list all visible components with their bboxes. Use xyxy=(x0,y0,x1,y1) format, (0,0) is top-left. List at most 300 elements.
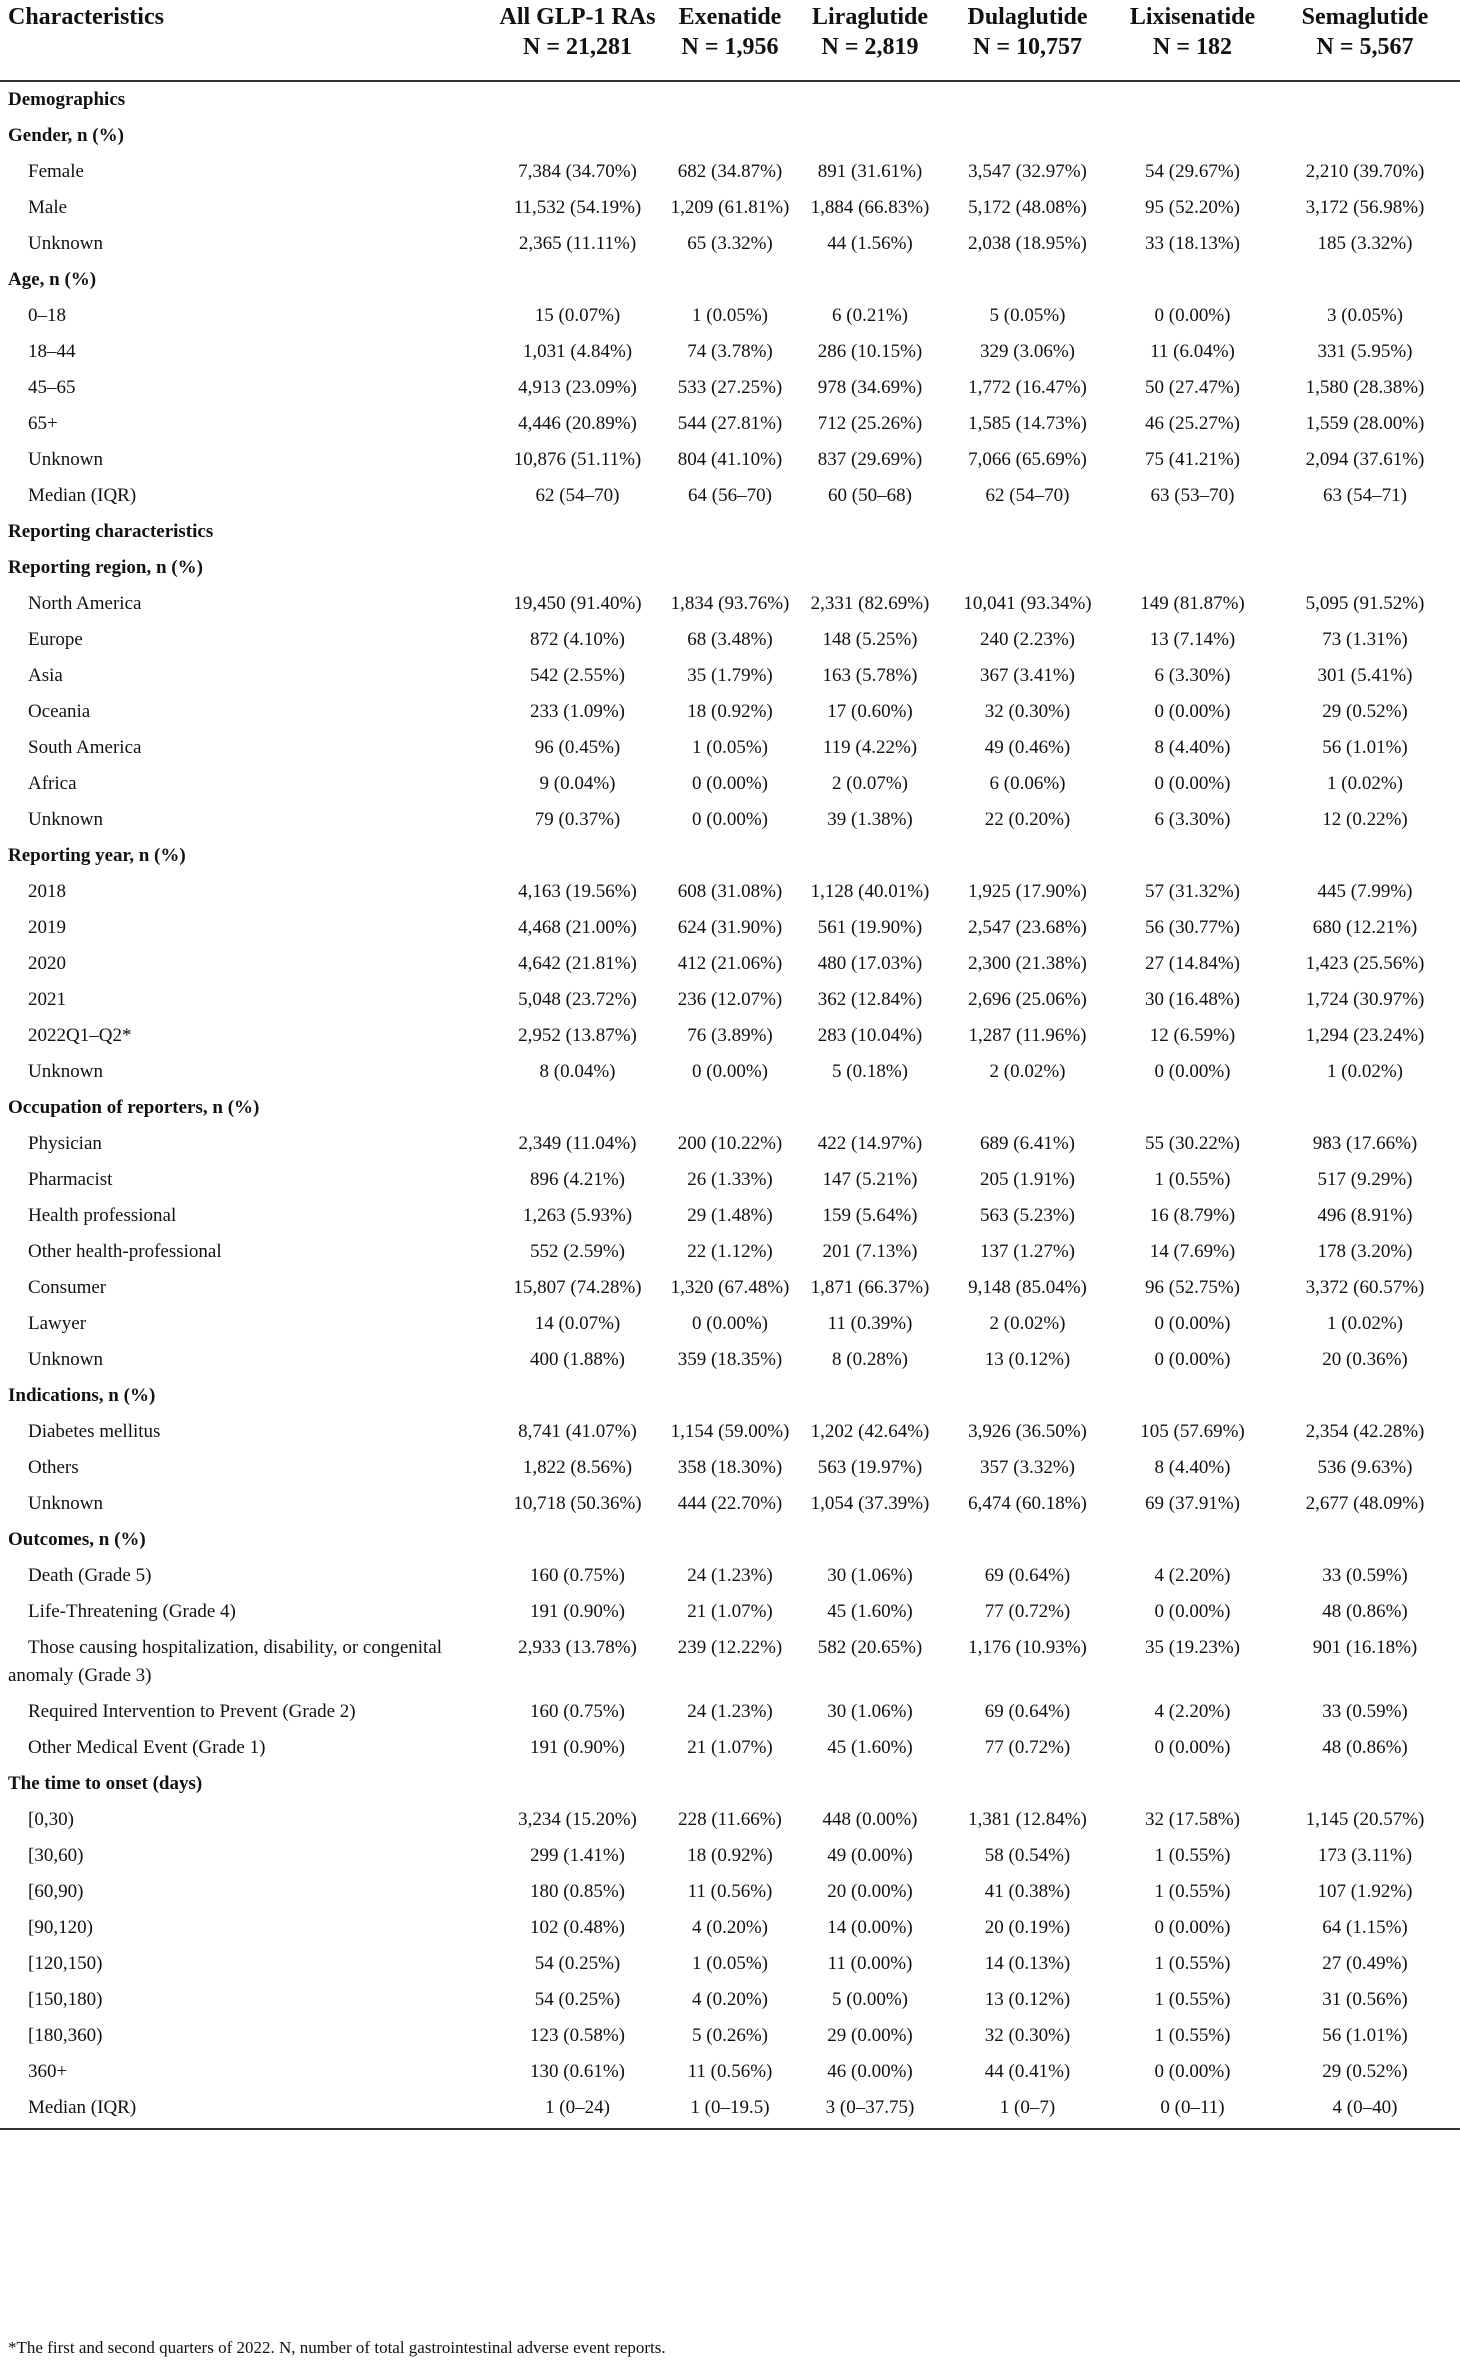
row-label: Unknown xyxy=(28,1493,103,1514)
cell-value: 77 (0.72%) xyxy=(984,1601,1071,1622)
cell-value: 1,154 (59.00%) xyxy=(670,1421,790,1442)
section-label: Reporting region, n (%) xyxy=(8,557,203,578)
cell-value: 480 (17.03%) xyxy=(817,953,923,974)
cell-value: 44 (0.41%) xyxy=(984,2061,1071,2082)
header-characteristics: Characteristics xyxy=(0,0,495,81)
cell-value: 2,331 (82.69%) xyxy=(810,593,930,614)
table-row xyxy=(0,1054,1460,1090)
cell-value: 4,913 (23.09%) xyxy=(518,377,637,398)
cell-value xyxy=(660,81,800,118)
cell-value: 46 (0.00%) xyxy=(827,2061,913,2082)
cell-value: 2,094 (37.61%) xyxy=(1305,449,1425,470)
cell-value: 18 (0.92%) xyxy=(687,701,773,722)
cell-value xyxy=(1115,81,1270,118)
cell-value: 160 (0.75%) xyxy=(530,1701,625,1722)
cell-value: 46 (25.27%) xyxy=(1145,413,1240,434)
cell-value: 2,210 (39.70%) xyxy=(1305,161,1425,182)
cell-value: 872 (4.10%) xyxy=(530,629,625,650)
table-row xyxy=(0,730,1460,766)
cell-value: 18 (0.92%) xyxy=(687,1845,773,1866)
row-label: 2018 xyxy=(28,881,66,902)
cell-value: 1,320 (67.48%) xyxy=(670,1277,790,1298)
cell-value: 1 (0.05%) xyxy=(692,1953,768,1974)
cell-value: 1 (0.55%) xyxy=(1154,1169,1231,1190)
cell-value xyxy=(1115,1766,1270,1802)
row-label: 18–44 xyxy=(28,341,76,362)
cell-value xyxy=(1115,1090,1270,1126)
table-row xyxy=(0,1630,1460,1694)
cell-value: 680 (12.21%) xyxy=(1312,917,1418,938)
cell-value: 55 (30.22%) xyxy=(1145,1133,1240,1154)
cell-value: 239 (12.22%) xyxy=(677,1637,783,1658)
cell-value: 0 (0.00%) xyxy=(692,773,768,794)
cell-value: 624 (31.90%) xyxy=(677,917,783,938)
cell-value: 5 (0.18%) xyxy=(832,1061,908,1082)
cell-value: 0 (0.00%) xyxy=(1154,1349,1231,1370)
cell-value: 14 (0.13%) xyxy=(984,1953,1071,1974)
cell-value: 1,585 (14.73%) xyxy=(968,413,1087,434)
cell-value: 11,532 (54.19%) xyxy=(513,197,642,218)
cell-value: 1,822 (8.56%) xyxy=(522,1457,633,1478)
cell-value xyxy=(800,81,940,118)
cell-value xyxy=(1270,1766,1460,1802)
row-label: Health professional xyxy=(28,1205,177,1226)
row-label: Oceania xyxy=(28,701,91,722)
cell-value: 240 (2.23%) xyxy=(980,629,1075,650)
cell-value: 412 (21.06%) xyxy=(677,953,783,974)
cell-value: 32 (0.30%) xyxy=(984,2025,1071,2046)
cell-value xyxy=(940,838,1115,874)
cell-value xyxy=(495,514,660,550)
cell-value xyxy=(940,1522,1115,1558)
cell-value: 119 (4.22%) xyxy=(822,737,918,758)
cell-value xyxy=(1270,838,1460,874)
cell-value: 58 (0.54%) xyxy=(984,1845,1071,1866)
cell-value: 74 (3.78%) xyxy=(687,341,773,362)
row-label: Asia xyxy=(28,665,63,686)
cell-value: 6 (0.21%) xyxy=(832,305,908,326)
section-row xyxy=(0,838,1460,874)
cell-value: 29 (1.48%) xyxy=(687,1205,773,1226)
cell-value: 96 (52.75%) xyxy=(1145,1277,1240,1298)
cell-value: 102 (0.48%) xyxy=(530,1917,625,1938)
cell-value: 49 (0.46%) xyxy=(984,737,1071,758)
table-row xyxy=(0,478,1460,514)
table-header-row xyxy=(0,0,1460,81)
section-row xyxy=(0,1090,1460,1126)
cell-value: 1 (0–24) xyxy=(495,2090,660,2129)
cell-value: 0 (0.00%) xyxy=(1154,1313,1231,1334)
cell-value: 22 (1.12%) xyxy=(687,1241,773,1262)
cell-value xyxy=(800,1378,940,1414)
cell-value xyxy=(800,1522,940,1558)
cell-value: 1 (0.55%) xyxy=(1154,2025,1231,2046)
table-row xyxy=(0,766,1460,802)
cell-value: 0 (0.00%) xyxy=(1154,773,1231,794)
cell-value: 15,807 (74.28%) xyxy=(513,1277,642,1298)
table-footnote: *The first and second quarters of 2022. N, number of total gastrointestinal adverse event reports. xyxy=(8,2338,666,2357)
cell-value: 48 (0.86%) xyxy=(1322,1737,1408,1758)
cell-value: 1,031 (4.84%) xyxy=(522,341,633,362)
header-exenatide: Exenatide N = 1,956 xyxy=(660,0,800,81)
cell-value: 2,952 (13.87%) xyxy=(518,1025,637,1046)
cell-value: 5 (0.05%) xyxy=(989,305,1066,326)
cell-value: 0 (0.00%) xyxy=(1154,1061,1231,1082)
cell-value: 445 (7.99%) xyxy=(1317,881,1413,902)
cell-value: 20 (0.19%) xyxy=(984,1917,1071,1938)
cell-value: 4 (0–40) xyxy=(1270,2090,1460,2129)
cell-value xyxy=(800,514,940,550)
cell-value: 11 (0.56%) xyxy=(687,2061,773,2082)
header-liraglutide: Liraglutide N = 2,819 xyxy=(800,0,940,81)
cell-value: 75 (41.21%) xyxy=(1145,449,1240,470)
cell-value: 4,642 (21.81%) xyxy=(518,953,637,974)
cell-value: 3,172 (56.98%) xyxy=(1305,197,1425,218)
row-label: Male xyxy=(28,197,68,218)
cell-value: 24 (1.23%) xyxy=(687,1565,773,1586)
cell-value: 56 (1.01%) xyxy=(1322,737,1408,758)
cell-value xyxy=(800,1766,940,1802)
cell-value xyxy=(660,1378,800,1414)
cell-value: 64 (56–70) xyxy=(688,485,772,506)
cell-value: 2,038 (18.95%) xyxy=(968,233,1087,254)
cell-value: 0 (0.00%) xyxy=(692,1061,768,1082)
cell-value: 10,876 (51.11%) xyxy=(513,449,642,470)
cell-value: 1 (0.55%) xyxy=(1154,1845,1231,1866)
section-row xyxy=(0,1766,1460,1802)
cell-value xyxy=(800,838,940,874)
cell-value xyxy=(660,118,800,154)
cell-value: 6 (0.06%) xyxy=(989,773,1066,794)
row-label: Required Intervention to Prevent (Grade 2) xyxy=(28,1701,356,1722)
cell-value: 2,933 (13.78%) xyxy=(518,1637,637,1658)
table-row xyxy=(0,1486,1460,1522)
cell-value: 533 (27.25%) xyxy=(677,377,783,398)
cell-value xyxy=(495,1378,660,1414)
cell-value: 448 (0.00%) xyxy=(822,1809,918,1830)
cell-value: 56 (1.01%) xyxy=(1322,2025,1408,2046)
section-row xyxy=(0,81,1460,118)
cell-value: 79 (0.37%) xyxy=(534,809,621,830)
cell-value: 1,128 (40.01%) xyxy=(810,881,930,902)
cell-value: 96 (0.45%) xyxy=(534,737,621,758)
cell-value: 400 (1.88%) xyxy=(530,1349,625,1370)
cell-value: 20 (0.00%) xyxy=(827,1881,913,1902)
table-row xyxy=(0,1874,1460,1910)
cell-value: 62 (54–70) xyxy=(985,485,1070,506)
cell-value: 130 (0.61%) xyxy=(530,2061,625,2082)
section-row xyxy=(0,118,1460,154)
cell-value: 11 (0.00%) xyxy=(827,1953,913,1974)
cell-value: 12 (6.59%) xyxy=(1149,1025,1236,1046)
cell-value: 301 (5.41%) xyxy=(1317,665,1413,686)
row-label: North America xyxy=(28,593,142,614)
cell-value xyxy=(660,1090,800,1126)
cell-value xyxy=(1270,1522,1460,1558)
cell-value xyxy=(495,1090,660,1126)
section-label: Gender, n (%) xyxy=(8,125,124,146)
cell-value: 8 (0.28%) xyxy=(832,1349,908,1370)
cell-value: 422 (14.97%) xyxy=(817,1133,923,1154)
cell-value: 4 (2.20%) xyxy=(1154,1565,1231,1586)
header-dulaglutide: Dulaglutide N = 10,757 xyxy=(940,0,1115,81)
cell-value: 15 (0.07%) xyxy=(534,305,621,326)
cell-value: 2 (0.02%) xyxy=(989,1061,1066,1082)
row-label: Consumer xyxy=(28,1277,107,1298)
section-row xyxy=(0,1378,1460,1414)
cell-value xyxy=(660,838,800,874)
table-row xyxy=(0,874,1460,910)
table-row xyxy=(0,298,1460,334)
section-label: Occupation of reporters, n (%) xyxy=(8,1097,260,1118)
cell-value: 1,871 (66.37%) xyxy=(810,1277,930,1298)
cell-value: 4,163 (19.56%) xyxy=(518,881,637,902)
table-row xyxy=(0,910,1460,946)
cell-value: 6 (3.30%) xyxy=(1154,809,1231,830)
cell-value: 9 (0.04%) xyxy=(539,773,616,794)
cell-value: 367 (3.41%) xyxy=(980,665,1075,686)
cell-value: 1 (0–19.5) xyxy=(660,2090,800,2129)
cell-value: 1,834 (93.76%) xyxy=(670,593,790,614)
cell-value: 5,048 (23.72%) xyxy=(518,989,637,1010)
cell-value: 147 (5.21%) xyxy=(822,1169,918,1190)
cell-value: 1,423 (25.56%) xyxy=(1305,953,1425,974)
cell-value: 3,547 (32.97%) xyxy=(968,161,1087,182)
row-label: Life-Threatening (Grade 4) xyxy=(28,1601,236,1622)
row-label: Africa xyxy=(28,773,77,794)
cell-value: 16 (8.79%) xyxy=(1149,1205,1236,1226)
section-row xyxy=(0,262,1460,298)
cell-value: 1,559 (28.00%) xyxy=(1305,413,1425,434)
row-label: 0–18 xyxy=(28,305,66,326)
row-label: 2019 xyxy=(28,917,66,938)
cell-value: 45 (1.60%) xyxy=(827,1737,913,1758)
cell-value: 201 (7.13%) xyxy=(822,1241,918,1262)
cell-value: 837 (29.69%) xyxy=(817,449,923,470)
cell-value: 44 (1.56%) xyxy=(827,233,913,254)
row-label: Median (IQR) xyxy=(28,485,137,506)
cell-value: 159 (5.64%) xyxy=(822,1205,918,1226)
cell-value: 0 (0.00%) xyxy=(1154,2061,1231,2082)
cell-value: 1 (0.55%) xyxy=(1154,1953,1231,1974)
section-label: Outcomes, n (%) xyxy=(8,1529,146,1550)
cell-value xyxy=(495,81,660,118)
cell-value: 1,287 (11.96%) xyxy=(968,1025,1087,1046)
cell-value: 1,202 (42.64%) xyxy=(810,1421,930,1442)
cell-value: 191 (0.90%) xyxy=(530,1601,625,1622)
cell-value: 13 (0.12%) xyxy=(984,1989,1071,2010)
row-label: South America xyxy=(28,737,142,758)
cell-value xyxy=(1115,118,1270,154)
row-label: Those causing hospitalization, disability, or congenital anomaly (Grade 3) xyxy=(8,1637,443,1686)
cell-value xyxy=(800,550,940,586)
cell-value: 160 (0.75%) xyxy=(530,1565,625,1586)
cell-value: 0 (0.00%) xyxy=(1154,1917,1231,1938)
cell-value: 3,234 (15.20%) xyxy=(518,1809,637,1830)
row-label: 65+ xyxy=(28,413,58,434)
table-row xyxy=(0,442,1460,478)
cell-value: 6 (3.30%) xyxy=(1154,665,1231,686)
cell-value: 60 (50–68) xyxy=(828,485,912,506)
cell-value: 357 (3.32%) xyxy=(980,1457,1075,1478)
cell-value xyxy=(1115,514,1270,550)
cell-value xyxy=(1115,1522,1270,1558)
table-row xyxy=(0,1594,1460,1630)
cell-value: 64 (1.15%) xyxy=(1322,1917,1408,1938)
cell-value: 22 (0.20%) xyxy=(984,809,1071,830)
cell-value: 4,446 (20.89%) xyxy=(518,413,637,434)
cell-value xyxy=(495,262,660,298)
cell-value: 54 (0.25%) xyxy=(534,1989,621,2010)
cell-value: 12 (0.22%) xyxy=(1322,809,1408,830)
table-row xyxy=(0,1306,1460,1342)
cell-value: 3 (0.05%) xyxy=(1327,305,1403,326)
cell-value: 0 (0.00%) xyxy=(692,1313,768,1334)
cell-value: 33 (0.59%) xyxy=(1322,1565,1408,1586)
table-row xyxy=(0,1802,1460,1838)
cell-value: 27 (0.49%) xyxy=(1322,1953,1408,1974)
cell-value: 173 (3.11%) xyxy=(1317,1845,1413,1866)
cell-value xyxy=(940,262,1115,298)
cell-value xyxy=(940,514,1115,550)
cell-value: 1,580 (28.38%) xyxy=(1305,377,1425,398)
cell-value: 0 (0.00%) xyxy=(1154,701,1231,722)
table-row xyxy=(0,1694,1460,1730)
table-row xyxy=(0,226,1460,262)
cell-value: 1 (0.55%) xyxy=(1154,1881,1231,1902)
cell-value: 9,148 (85.04%) xyxy=(968,1277,1087,1298)
section-label: The time to onset (days) xyxy=(8,1773,203,1794)
cell-value: 331 (5.95%) xyxy=(1317,341,1413,362)
cell-value xyxy=(940,81,1115,118)
cell-value: 69 (0.64%) xyxy=(984,1701,1071,1722)
cell-value: 978 (34.69%) xyxy=(817,377,923,398)
cell-value: 148 (5.25%) xyxy=(822,629,918,650)
cell-value: 68 (3.48%) xyxy=(687,629,773,650)
row-label: Death (Grade 5) xyxy=(28,1565,152,1586)
table-row xyxy=(0,1730,1460,1766)
cell-value: 137 (1.27%) xyxy=(980,1241,1075,1262)
row-label: Pharmacist xyxy=(28,1169,113,1190)
cell-value: 63 (53–70) xyxy=(1150,485,1235,506)
cell-value xyxy=(660,1522,800,1558)
cell-value: 2,547 (23.68%) xyxy=(968,917,1087,938)
cell-value: 29 (0.00%) xyxy=(827,2025,913,2046)
row-label: Europe xyxy=(28,629,83,650)
cell-value: 682 (34.87%) xyxy=(677,161,783,182)
cell-value: 41 (0.38%) xyxy=(984,1881,1071,1902)
cell-value: 30 (1.06%) xyxy=(827,1565,913,1586)
cell-value xyxy=(1270,262,1460,298)
cell-value: 0 (0.00%) xyxy=(1154,1601,1231,1622)
cell-value: 1,925 (17.90%) xyxy=(968,881,1087,902)
cell-value: 983 (17.66%) xyxy=(1312,1133,1418,1154)
cell-value: 200 (10.22%) xyxy=(677,1133,783,1154)
header-lixisenatide: Lixisenatide N = 182 xyxy=(1115,0,1270,81)
cell-value xyxy=(1270,550,1460,586)
section-row xyxy=(0,1522,1460,1558)
cell-value: 73 (1.31%) xyxy=(1322,629,1408,650)
section-row xyxy=(0,514,1460,550)
cell-value: 1,176 (10.93%) xyxy=(968,1637,1087,1658)
cell-value: 14 (0.07%) xyxy=(534,1313,621,1334)
cell-value: 228 (11.66%) xyxy=(678,1809,782,1830)
row-label: Others xyxy=(28,1457,79,1478)
cell-value: 896 (4.21%) xyxy=(530,1169,625,1190)
cell-value: 11 (0.56%) xyxy=(687,1881,773,1902)
cell-value: 6,474 (60.18%) xyxy=(968,1493,1087,1514)
cell-value: 13 (0.12%) xyxy=(984,1349,1071,1370)
cell-value xyxy=(495,1522,660,1558)
header-semaglutide: Semaglutide N = 5,567 xyxy=(1270,0,1460,81)
cell-value: 20 (0.36%) xyxy=(1322,1349,1408,1370)
cell-value: 149 (81.87%) xyxy=(1140,593,1245,614)
cell-value xyxy=(1115,838,1270,874)
table-row xyxy=(0,1018,1460,1054)
cell-value: 804 (41.10%) xyxy=(677,449,783,470)
cell-value: 0 (0.00%) xyxy=(1154,1737,1231,1758)
cell-value: 30 (1.06%) xyxy=(827,1701,913,1722)
cell-value: 3,926 (36.50%) xyxy=(968,1421,1087,1442)
cell-value: 689 (6.41%) xyxy=(980,1133,1075,1154)
cell-value: 35 (19.23%) xyxy=(1145,1637,1240,1658)
table-row xyxy=(0,2090,1460,2129)
cell-value: 45 (1.60%) xyxy=(827,1601,913,1622)
cell-value xyxy=(1115,262,1270,298)
row-label: [150,180) xyxy=(28,1989,103,2010)
row-label: Unknown xyxy=(28,449,103,470)
row-label: 45–65 xyxy=(28,377,76,398)
cell-value xyxy=(940,550,1115,586)
cell-value: 76 (3.89%) xyxy=(687,1025,773,1046)
cell-value: 33 (0.59%) xyxy=(1322,1701,1408,1722)
table-row xyxy=(0,154,1460,190)
row-label: Female xyxy=(28,161,84,182)
cell-value: 901 (16.18%) xyxy=(1312,1637,1418,1658)
cell-value: 5,095 (91.52%) xyxy=(1305,593,1425,614)
table-row xyxy=(0,1234,1460,1270)
cell-value xyxy=(495,838,660,874)
cell-value: 21 (1.07%) xyxy=(687,1601,773,1622)
cell-value: 178 (3.20%) xyxy=(1317,1241,1413,1262)
cell-value: 63 (54–71) xyxy=(1323,485,1407,506)
cell-value: 10,718 (50.36%) xyxy=(513,1493,642,1514)
cell-value: 105 (57.69%) xyxy=(1140,1421,1245,1442)
cell-value xyxy=(495,550,660,586)
cell-value: 1,381 (12.84%) xyxy=(968,1809,1087,1830)
cell-value: 7,066 (65.69%) xyxy=(968,449,1087,470)
cell-value: 19,450 (91.40%) xyxy=(513,593,642,614)
cell-value: 27 (14.84%) xyxy=(1145,953,1240,974)
table-row xyxy=(0,406,1460,442)
cell-value: 8 (0.04%) xyxy=(539,1061,616,1082)
cell-value: 26 (1.33%) xyxy=(687,1169,773,1190)
row-label: 2022Q1–Q2* xyxy=(28,1025,132,1046)
cell-value: 56 (30.77%) xyxy=(1145,917,1240,938)
cell-value: 3,372 (60.57%) xyxy=(1305,1277,1425,1298)
cell-value: 50 (27.47%) xyxy=(1145,377,1240,398)
section-label: Indications, n (%) xyxy=(8,1385,156,1406)
cell-value: 444 (22.70%) xyxy=(677,1493,783,1514)
cell-value: 1,772 (16.47%) xyxy=(968,377,1087,398)
table-row xyxy=(0,982,1460,1018)
row-label: Unknown xyxy=(28,809,103,830)
row-label: Other Medical Event (Grade 1) xyxy=(28,1737,266,1758)
cell-value: 1,263 (5.93%) xyxy=(522,1205,633,1226)
cell-value: 21 (1.07%) xyxy=(687,1737,773,1758)
cell-value: 299 (1.41%) xyxy=(530,1845,625,1866)
cell-value: 1,294 (23.24%) xyxy=(1305,1025,1425,1046)
